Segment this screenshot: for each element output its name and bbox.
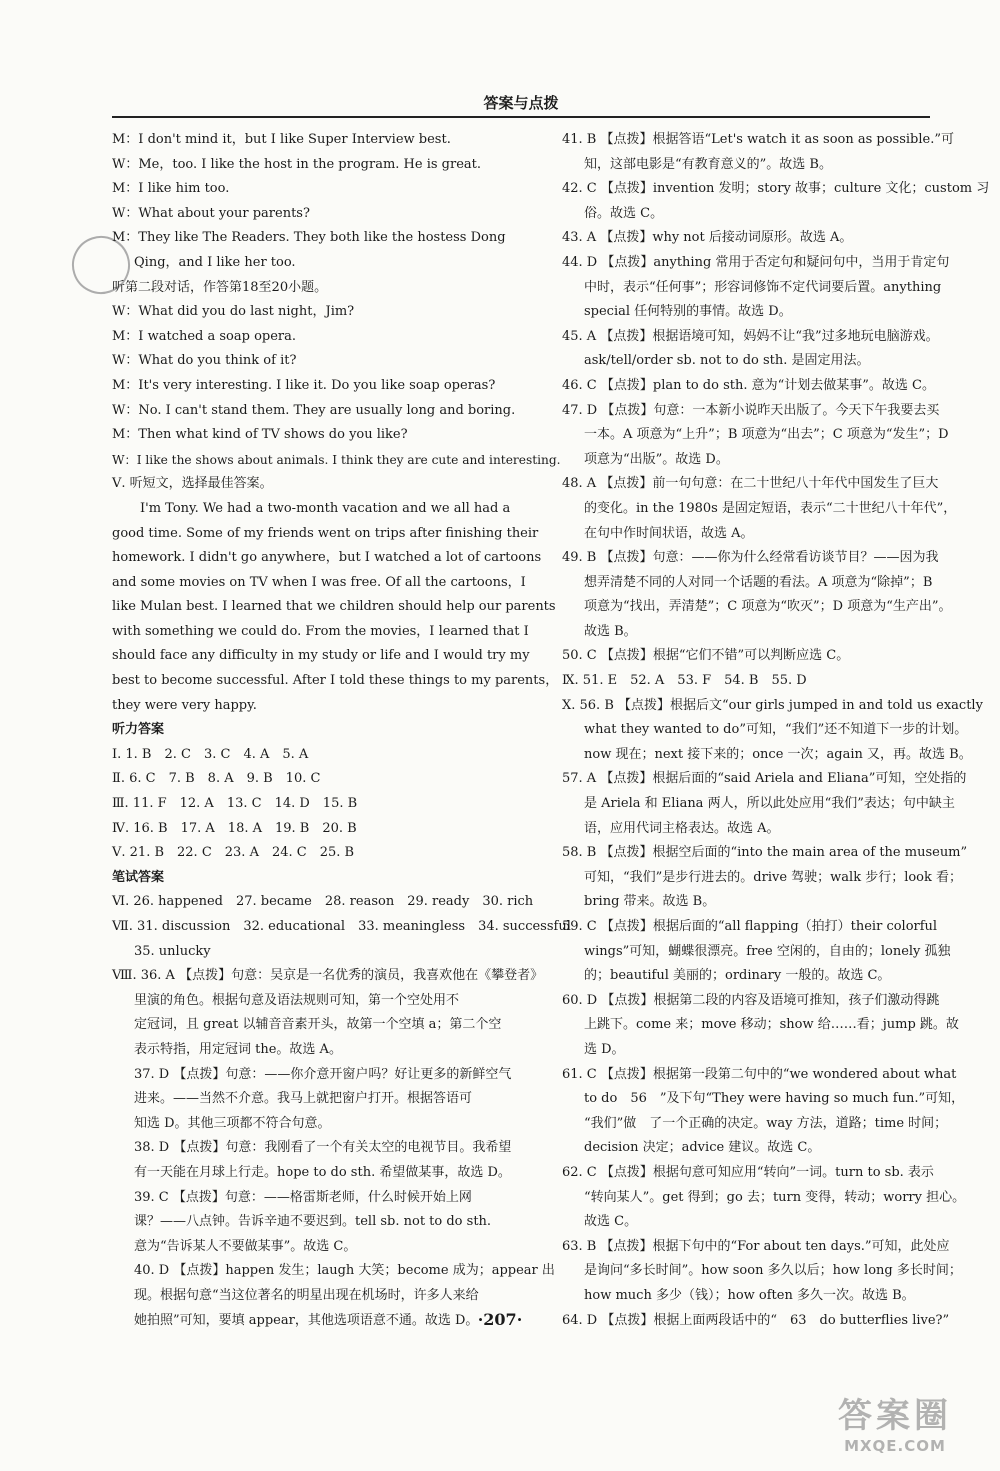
text-line: homework. I didn't go anywhere，but I watched a lot of cartoons xyxy=(112,550,542,566)
text-line: Ⅷ. 36. A 【点拨】句意：吴京是一名优秀的演员，我喜欢他在《攀登者》 xyxy=(112,968,544,984)
answer-line: Ⅴ. 21. B 22. C 23. A 24. C 25. B xyxy=(112,845,355,861)
text-line: Qing，and I like her too. xyxy=(134,254,296,270)
header-title: 答案与点拨 xyxy=(483,94,559,112)
text-line: 项意为“找出，弄清楚”；C 项意为“吹灭”；D 项意为“生产出”。 xyxy=(584,599,952,615)
text-line: W：What do you think of it? xyxy=(112,353,297,369)
text-line: wings”可知，蝴蝶很漂亮。free 空闲的，自由的；lonely 孤独 xyxy=(584,943,951,959)
text-line: M：I don't mind it，but I like Super Interview best. xyxy=(112,132,451,147)
text-line: now 现在；next 接下来的；once 一次；again 又，再。故选 B。 xyxy=(584,746,972,762)
text-line: ask/tell/order sb. not to do sth. 是固定用法。 xyxy=(584,353,870,369)
watermark-url: MXQE.COM xyxy=(844,1437,946,1455)
right-column xyxy=(562,128,990,1333)
text-line: 60. D 【点拨】根据第二段的内容及语境可推知，孩子们激动得跳 xyxy=(562,992,940,1008)
text-line: 40. D 【点拨】happen 发生；laugh 大笑；become 成为；appear 出 xyxy=(134,1263,555,1279)
text-line: 故选 C。 xyxy=(584,1214,638,1230)
text-line: 39. C 【点拨】句意：——格雷斯老师，什么时候开始上网 xyxy=(134,1189,472,1205)
text-line: 有一天能在月球上行走。hope to do sth. 希望做某事，故选 D。 xyxy=(134,1164,511,1180)
answer-line: Ⅰ. 1. B 2. C 3. C 4. A 5. A xyxy=(112,746,309,762)
text-line: what they wanted to do”可知，“我们”还不知道下一步的计划。 xyxy=(584,722,968,738)
text-line: 表示特指，用定冠词 the。故选 A。 xyxy=(134,1041,342,1057)
text-line: 选 D。 xyxy=(584,1041,625,1057)
text-line: 62. C 【点拨】根据句意可知应用“转向”一词。turn to sb. 表示 xyxy=(562,1164,934,1180)
text-line: should face any difficulty in my study or life and I would try my xyxy=(112,648,530,664)
text-line: 58. B 【点拨】根据空后面的“into the main area of the museum” xyxy=(562,845,968,861)
text-line: “转向某人”。get 得到；go 去；turn 变得，转动；worry 担心。 xyxy=(584,1189,966,1205)
text-line: 63. B 【点拨】根据下句中的“For about ten days.”可知，此处应 xyxy=(562,1238,950,1254)
answer-line: Ⅳ. 16. B 17. A 18. A 19. B 20. B xyxy=(112,820,357,836)
text-line: 可知，“我们”是步行进去的。drive 驾驶；walk 步行；look 看； xyxy=(584,869,963,885)
answer-line: Ⅵ. 26. happened 27. became 28. reason 29. ready 30. rich xyxy=(112,894,534,910)
page-number: ·207· xyxy=(477,1310,523,1329)
text-line: 进来。——当然不介意。我马上就把窗户打开。根据答语可 xyxy=(134,1091,473,1107)
text-line: 的；beautiful 美丽的；ordinary 一般的。故选 C。 xyxy=(584,968,891,984)
text-line: they were very happy. xyxy=(112,697,257,713)
text-line: “我们”做 了一个正确的决定。way 方法，道路；time 时间； xyxy=(584,1115,948,1131)
text-line: M：I watched a soap opera. xyxy=(112,328,297,344)
text-line: 故选 B。 xyxy=(584,623,637,639)
text-line: 俗。故选 C。 xyxy=(584,205,664,221)
text-line: good time. Some of my friends went on trips after finishing their xyxy=(112,525,539,541)
text-line: Ⅹ. 56. B 【点拨】根据后文“our girls jumped in and told us exactly xyxy=(562,697,983,713)
text-line: with something we could do. From the movies，I learned that I xyxy=(112,623,529,639)
text-line: 46. C 【点拨】plan to do sth. 意为“计划去做某事”。故选 C。 xyxy=(562,377,935,393)
text-line: 44. D 【点拨】anything 常用于否定句和疑问句中，当用于肯定句 xyxy=(562,254,950,270)
text-line: M：I like him too. xyxy=(112,181,230,197)
text-line: M：It's very interesting. I like it. Do you like soap operas? xyxy=(112,377,496,393)
text-line: W：Me，too. I like the host in the program. He is great. xyxy=(112,156,482,172)
answer-line: Ⅸ. 51. E 52. A 53. F 54. B 55. D xyxy=(562,673,807,689)
text-line: W：I like the shows about animals. I think they are cute and interesting. xyxy=(112,452,561,467)
text-line: decision 决定；advice 建议。故选 C。 xyxy=(584,1140,821,1156)
text-line: 一本。A 项意为“上升”；B 项意为“出去”；C 项意为“发生”；D xyxy=(584,427,949,443)
text-line: 61. C 【点拨】根据第一段第二句中的“we wondered about what xyxy=(562,1066,957,1082)
answer-line: Ⅱ. 6. C 7. B 8. A 9. B 10. C xyxy=(112,771,321,787)
text-line: 定冠词，且 great 以辅音音素开头，故第一个空填 a；第二个空 xyxy=(134,1017,502,1033)
answer-line: Ⅲ. 11. F 12. A 13. C 14. D 15. B xyxy=(112,796,358,812)
section-heading: 笔试答案 xyxy=(112,869,165,885)
text-line: 38. D 【点拨】句意：我刚看了一个有关太空的电视节目。我希望 xyxy=(134,1140,512,1156)
text-line: 37. D 【点拨】句意：——你介意开窗户吗？好让更多的新鲜空气 xyxy=(134,1066,512,1082)
text-line: 知选 D。其他三项都不符合句意。 xyxy=(134,1115,331,1131)
watermark-logo xyxy=(810,1388,980,1462)
text-line: 项意为“出版”。故选 D。 xyxy=(584,451,729,467)
text-line: 43. A 【点拨】why not 后接动词原形。故选 A。 xyxy=(562,230,853,246)
text-line: 59. C 【点拨】根据后面的“all flapping（拍打）their colorful xyxy=(562,919,938,934)
text-line: 里演的角色。根据句意及语法规则可知，第一个空处用不 xyxy=(134,992,460,1008)
text-line: 49. B 【点拨】句意：——你为什么经常看访谈节目？——因为我 xyxy=(562,550,939,566)
text-line: 她拍照”可知，要填 appear，其他选项语意不通。故选 D。 xyxy=(134,1312,479,1328)
text-line: 在句中作时间状语，故选 A。 xyxy=(584,525,754,541)
text-line: 42. C 【点拨】invention 发明；story 故事；culture 文化；custom 习 xyxy=(562,181,990,197)
text-line: 上跳下。come 来；move 移动；show 给……看；jump 跳。故 xyxy=(584,1017,959,1033)
text-line: 47. D 【点拨】句意：一本新小说昨天出版了。今天下午我要去买 xyxy=(562,402,940,418)
section-heading: Ⅴ. 听短文，选择最佳答案。 xyxy=(112,476,273,492)
text-line: 现。根据句意“当这位著名的明星出现在机场时，许多人来给 xyxy=(134,1287,479,1303)
text-line: to do 56 ”及下句“They were having so much fun.”可知， xyxy=(584,1091,965,1107)
text-line: M：They like The Readers. They both like the hostess Dong xyxy=(112,230,506,246)
page-header xyxy=(112,92,930,118)
text-line: 是询问“多长时间”。how soon 多久以后；how long 多长时间； xyxy=(584,1263,962,1279)
text-line: 听第二段对话，作答第18至20小题。 xyxy=(112,279,328,295)
text-line: how much 多少（钱）；how often 多久一次。故选 B。 xyxy=(584,1287,915,1303)
text-line: 想弄清楚不同的人对同一个话题的看法。A 项意为“除掉”；B xyxy=(584,574,933,590)
text-line: 48. A 【点拨】前一句句意：在二十世纪八十年代中国发生了巨大 xyxy=(562,476,939,492)
text-line: best to become successful. After I told these things to my parents， xyxy=(112,673,559,689)
text-line: 课？——八点钟。告诉辛迪不要迟到。tell sb. not to do sth. xyxy=(134,1214,492,1230)
text-line: 45. A 【点拨】根据语境可知，妈妈不让“我”过多地玩电脑游戏。 xyxy=(562,328,939,344)
text-line: bring 带来。故选 B。 xyxy=(584,894,716,910)
text-line: M：Then what kind of TV shows do you like? xyxy=(112,427,408,443)
text-line: 是 Ariela 和 Eliana 两人，所以此处应用“我们”表达；句中缺主 xyxy=(584,796,955,812)
answer-line: Ⅶ. 31. discussion 32. educational 33. meaningless 34. successful xyxy=(112,919,571,934)
text-line: W：What about your parents? xyxy=(112,205,310,221)
text-line: 的变化。in the 1980s 是固定短语，表示“二十世纪八十年代”， xyxy=(584,500,957,516)
text-line: 中时，表示“任何事”；形容词修饰不定代词要后置。anything xyxy=(584,279,942,295)
text-line: 50. C 【点拨】根据“它们不错”可以判断应选 C。 xyxy=(562,648,850,664)
answer-line: 35. unlucky xyxy=(134,943,211,959)
text-line: 意为“告诉某人不要做某事”。故选 C。 xyxy=(134,1238,357,1254)
text-line: 41. B 【点拨】根据答语“Let's watch it as soon as possible.”可 xyxy=(562,132,955,147)
text-line: W：No. I can't stand them. They are usually long and boring. xyxy=(112,402,516,418)
text-line: 知，这部电影是“有教育意义的”。故选 B。 xyxy=(584,156,832,172)
text-line: 64. D 【点拨】根据上面两段话中的“ 63 do butterflies live?” xyxy=(562,1312,950,1328)
text-line: I'm Tony. We had a two-month vacation and we all had a xyxy=(140,500,511,516)
text-line: 57. A 【点拨】根据后面的“said Ariela and Eliana”可知，空处指的 xyxy=(562,771,967,787)
text-line: and some movies on TV when I was free. Of all the cartoons，I xyxy=(112,574,526,590)
text-line: special 任何特别的事情。故选 D。 xyxy=(584,304,792,320)
text-line: 语，应用代词主格表达。故选 A。 xyxy=(584,820,780,836)
text-line: like Mulan best. I learned that we children should help our parents xyxy=(112,599,556,615)
watermark-main: 答案圈 xyxy=(838,1396,952,1436)
text-line: W：What did you do last night，Jim? xyxy=(112,304,355,320)
section-heading: 听力答案 xyxy=(112,722,165,738)
left-column xyxy=(112,128,571,1333)
